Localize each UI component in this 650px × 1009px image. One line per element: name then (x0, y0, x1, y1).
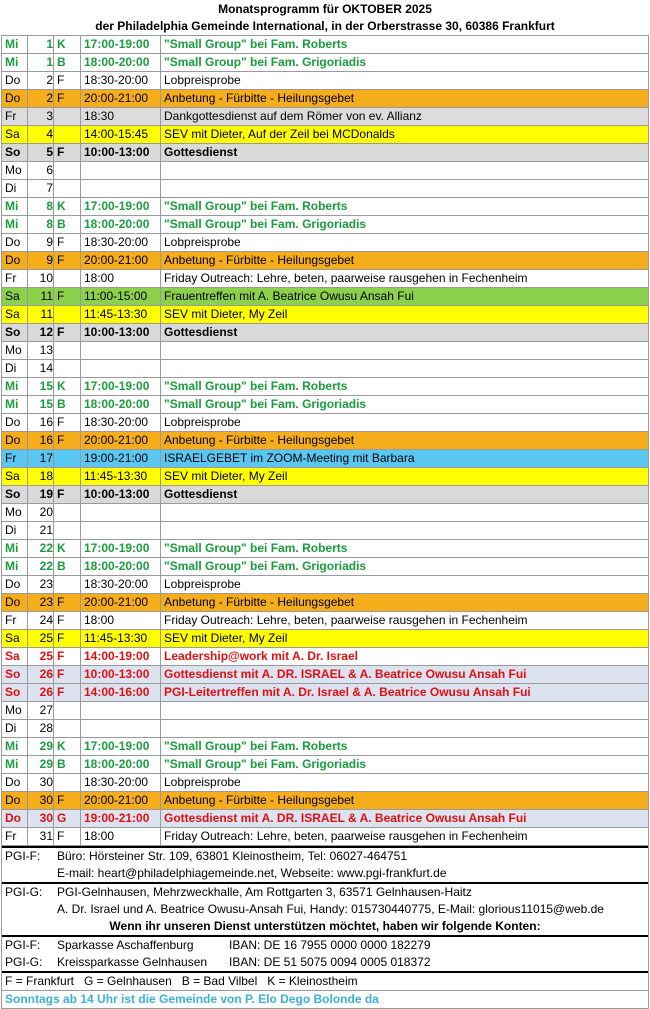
location-cell (54, 468, 81, 486)
event-cell: ISRAELGEBET im ZOOM-Meeting mit Barbara (161, 450, 649, 468)
date-cell: 6 (28, 162, 54, 180)
time-cell: 18:00 (81, 270, 161, 288)
event-cell: Gottesdienst (161, 144, 649, 162)
location-cell: B (54, 396, 81, 414)
day-cell: Mi (2, 378, 28, 396)
support-note: Wenn ihr unseren Dienst unterstützen möchtet, haben wir folgende Konten: (109, 919, 541, 933)
date-cell: 4 (28, 126, 54, 144)
schedule-row (2, 126, 649, 144)
day-cell: Do (2, 414, 28, 432)
schedule-row (2, 648, 649, 666)
event-cell: SEV mit Dieter, My Zeil (161, 630, 649, 648)
time-cell (81, 720, 161, 738)
pgif-contact: E-mail: heart@philadelphiagemeinde.net, Webseite: www.pgi-frankfurt.de (57, 866, 447, 880)
day-cell: Mi (2, 756, 28, 774)
date-cell: 2 (28, 72, 54, 90)
day-cell: So (2, 684, 28, 702)
schedule-row (2, 360, 649, 378)
schedule-row (2, 702, 649, 720)
day-cell: Do (2, 774, 28, 792)
date-cell: 16 (28, 414, 54, 432)
day-cell: So (2, 324, 28, 342)
location-cell (54, 360, 81, 378)
day-cell: Do (2, 594, 28, 612)
day-cell: Mi (2, 198, 28, 216)
event-cell: "Small Group" bei Fam. Roberts (161, 738, 649, 756)
schedule-body (2, 36, 649, 846)
event-cell: Gottesdienst mit A. DR. ISRAEL & A. Beatrice Owusu Ansah Fui (161, 666, 649, 684)
date-cell: 2 (28, 90, 54, 108)
day-cell: Fr (2, 108, 28, 126)
time-cell (81, 162, 161, 180)
time-cell: 14:00-16:00 (81, 684, 161, 702)
location-cell: K (54, 378, 81, 396)
event-cell: Gottesdienst mit A. DR. ISRAEL & A. Beatrice Owusu Ansah Fui (161, 810, 649, 828)
date-cell: 27 (28, 702, 54, 720)
bank1-label: PGI-F: (5, 938, 41, 952)
event-cell: "Small Group" bei Fam. Grigoriadis (161, 54, 649, 72)
pgif-address: Büro: Hörsteiner Str. 109, 63801 Kleinostheim, Tel: 06027-464751 (57, 849, 408, 863)
day-cell: Di (2, 180, 28, 198)
schedule-row (2, 594, 649, 612)
bank1-name: Sparkasse Aschaffenburg (57, 938, 194, 952)
location-cell: K (54, 540, 81, 558)
date-cell: 25 (28, 648, 54, 666)
schedule-row (2, 450, 649, 468)
event-cell: Friday Outreach: Lehre, beten, paarweise rausgehen in Fechenheim (161, 612, 649, 630)
event-cell: SEV mit Dieter, My Zeil (161, 468, 649, 486)
time-cell: 17:00-19:00 (81, 378, 161, 396)
time-cell: 20:00-21:00 (81, 252, 161, 270)
event-cell: Lobpreisprobe (161, 234, 649, 252)
schedule-row (2, 414, 649, 432)
location-cell: F (54, 828, 81, 846)
schedule-row (2, 306, 649, 324)
time-cell (81, 702, 161, 720)
location-cell: K (54, 738, 81, 756)
schedule-row (2, 162, 649, 180)
event-cell: Anbetung - Fürbitte - Heilungsgebet (161, 252, 649, 270)
time-cell: 18:00-20:00 (81, 396, 161, 414)
day-cell: Do (2, 576, 28, 594)
date-cell: 15 (28, 378, 54, 396)
pgig-address: PGI-Gelnhausen, Mehrzweckhalle, Am Rottgarten 3, 63571 Gelnhausen-Haitz (57, 885, 472, 899)
location-cell: F (54, 252, 81, 270)
day-cell: Di (2, 522, 28, 540)
footer-banks (2, 935, 648, 971)
date-cell: 14 (28, 360, 54, 378)
event-cell (161, 720, 649, 738)
location-cell (54, 702, 81, 720)
schedule-row (2, 720, 649, 738)
date-cell: 21 (28, 522, 54, 540)
location-cell: K (54, 36, 81, 54)
time-cell: 20:00-21:00 (81, 432, 161, 450)
location-cell: F (54, 288, 81, 306)
time-cell: 18:30-20:00 (81, 234, 161, 252)
time-cell: 18:00-20:00 (81, 54, 161, 72)
pgig-contact: A. Dr. Israel und A. Beatrice Owusu-Ansah Fui, Handy: 015730440775, E-Mail: glorious11015@web.de (57, 902, 604, 916)
date-cell: 12 (28, 324, 54, 342)
day-cell: So (2, 666, 28, 684)
schedule-row (2, 432, 649, 450)
schedule-row (2, 36, 649, 54)
date-cell: 30 (28, 774, 54, 792)
schedule-row (2, 756, 649, 774)
day-cell: Do (2, 72, 28, 90)
date-cell: 9 (28, 252, 54, 270)
schedule-row (2, 198, 649, 216)
schedule-row (2, 630, 649, 648)
event-cell: Friday Outreach: Lehre, beten, paarweise rausgehen in Fechenheim (161, 270, 649, 288)
day-cell: Fr (2, 828, 28, 846)
date-cell: 20 (28, 504, 54, 522)
schedule-row (2, 270, 649, 288)
time-cell: 14:00-15:45 (81, 126, 161, 144)
event-cell: "Small Group" bei Fam. Grigoriadis (161, 396, 649, 414)
date-cell: 22 (28, 540, 54, 558)
date-cell: 16 (28, 432, 54, 450)
date-cell: 30 (28, 810, 54, 828)
schedule-row (2, 72, 649, 90)
location-cell: F (54, 144, 81, 162)
date-cell: 1 (28, 54, 54, 72)
event-cell: "Small Group" bei Fam. Roberts (161, 36, 649, 54)
event-cell: "Small Group" bei Fam. Grigoriadis (161, 756, 649, 774)
schedule-row (2, 90, 649, 108)
day-cell: Do (2, 234, 28, 252)
time-cell: 10:00-13:00 (81, 666, 161, 684)
event-cell: Gottesdienst (161, 324, 649, 342)
date-cell: 3 (28, 108, 54, 126)
time-cell (81, 522, 161, 540)
event-cell: Frauentreffen mit A. Beatrice Owusu Ansah Fui (161, 288, 649, 306)
event-cell: Anbetung - Fürbitte - Heilungsgebet (161, 594, 649, 612)
time-cell: 17:00-19:00 (81, 738, 161, 756)
location-cell: G (54, 810, 81, 828)
time-cell: 10:00-13:00 (81, 324, 161, 342)
schedule-row (2, 576, 649, 594)
day-cell: Fr (2, 270, 28, 288)
schedule-row (2, 774, 649, 792)
day-cell: So (2, 486, 28, 504)
schedule-row (2, 144, 649, 162)
event-cell: Anbetung - Fürbitte - Heilungsgebet (161, 792, 649, 810)
time-cell: 19:00-21:00 (81, 450, 161, 468)
date-cell: 8 (28, 216, 54, 234)
location-cell (54, 270, 81, 288)
location-cell: F (54, 666, 81, 684)
time-cell: 17:00-19:00 (81, 36, 161, 54)
day-cell: Sa (2, 468, 28, 486)
footer-pgif (2, 846, 648, 882)
day-cell: Do (2, 252, 28, 270)
schedule-row (2, 216, 649, 234)
schedule-row (2, 540, 649, 558)
day-cell: Do (2, 810, 28, 828)
date-cell: 23 (28, 576, 54, 594)
location-cell: K (54, 198, 81, 216)
time-cell (81, 342, 161, 360)
location-cell: B (54, 54, 81, 72)
event-cell (161, 360, 649, 378)
location-cell (54, 342, 81, 360)
event-cell (161, 522, 649, 540)
date-cell: 25 (28, 630, 54, 648)
time-cell: 18:00 (81, 828, 161, 846)
event-cell (161, 180, 649, 198)
event-cell: Friday Outreach: Lehre, beten, paarweise rausgehen in Fechenheim (161, 828, 649, 846)
location-cell: F (54, 234, 81, 252)
day-cell: Mi (2, 738, 28, 756)
schedule-row (2, 468, 649, 486)
schedule-row (2, 504, 649, 522)
page-title: Monatsprogramm für OKTOBER 2025 (218, 2, 432, 16)
bank2-iban: IBAN: DE 51 5075 0094 0005 018372 (229, 955, 431, 969)
location-cell: F (54, 684, 81, 702)
bank2-label: PGI-G: (5, 955, 43, 969)
day-cell: Mo (2, 162, 28, 180)
date-cell: 7 (28, 180, 54, 198)
day-cell: Sa (2, 288, 28, 306)
date-cell: 13 (28, 342, 54, 360)
event-cell: "Small Group" bei Fam. Grigoriadis (161, 216, 649, 234)
schedule-row (2, 792, 649, 810)
date-cell: 22 (28, 558, 54, 576)
schedule-row (2, 486, 649, 504)
schedule-row (2, 522, 649, 540)
day-cell: Mi (2, 54, 28, 72)
page-subtitle: der Philadelphia Gemeinde International, in der Orberstrasse 30, 60386 Frankfurt (95, 19, 555, 33)
schedule-row (2, 180, 649, 198)
legend-row (2, 971, 648, 990)
event-cell (161, 702, 649, 720)
event-cell: Leadership@work mit A. Dr. Israel (161, 648, 649, 666)
schedule-row (2, 234, 649, 252)
event-cell: Anbetung - Fürbitte - Heilungsgebet (161, 432, 649, 450)
location-cell: F (54, 612, 81, 630)
time-cell: 18:30-20:00 (81, 774, 161, 792)
time-cell: 18:00-20:00 (81, 558, 161, 576)
schedule-row (2, 342, 649, 360)
time-cell: 10:00-13:00 (81, 486, 161, 504)
time-cell: 18:30-20:00 (81, 414, 161, 432)
location-cell (54, 522, 81, 540)
program-sheet (1, 0, 649, 1009)
date-cell: 1 (28, 36, 54, 54)
date-cell: 19 (28, 486, 54, 504)
schedule-row (2, 612, 649, 630)
time-cell: 11:45-13:30 (81, 630, 161, 648)
time-cell: 20:00-21:00 (81, 792, 161, 810)
event-cell: "Small Group" bei Fam. Roberts (161, 198, 649, 216)
date-cell: 5 (28, 144, 54, 162)
date-cell: 29 (28, 738, 54, 756)
date-cell: 31 (28, 828, 54, 846)
event-cell: Anbetung - Fürbitte - Heilungsgebet (161, 90, 649, 108)
schedule-row (2, 666, 649, 684)
day-cell: Sa (2, 630, 28, 648)
schedule-row (2, 252, 649, 270)
event-cell: Lobpreisprobe (161, 72, 649, 90)
day-cell: Mo (2, 702, 28, 720)
time-cell: 19:00-21:00 (81, 810, 161, 828)
date-cell: 24 (28, 612, 54, 630)
pgif-label: PGI-F: (5, 849, 41, 863)
time-cell: 18:30 (81, 108, 161, 126)
schedule-row (2, 108, 649, 126)
location-cell: F (54, 72, 81, 90)
location-cell (54, 450, 81, 468)
location-cell: F (54, 630, 81, 648)
event-cell: SEV mit Dieter, My Zeil (161, 306, 649, 324)
day-cell: So (2, 144, 28, 162)
event-cell (161, 162, 649, 180)
time-cell: 18:30-20:00 (81, 72, 161, 90)
date-cell: 11 (28, 306, 54, 324)
event-cell: Lobpreisprobe (161, 576, 649, 594)
day-cell: Sa (2, 648, 28, 666)
time-cell: 11:45-13:30 (81, 306, 161, 324)
event-cell (161, 504, 649, 522)
time-cell: 18:00 (81, 612, 161, 630)
date-cell: 17 (28, 450, 54, 468)
location-cell (54, 774, 81, 792)
date-cell: 28 (28, 720, 54, 738)
event-cell: PGI-Leitertreffen mit A. Dr. Israel & A. Beatrice Owusu Ansah Fui (161, 684, 649, 702)
location-cell: B (54, 756, 81, 774)
time-cell: 11:45-13:30 (81, 468, 161, 486)
location-cell (54, 576, 81, 594)
day-cell: Mi (2, 36, 28, 54)
time-cell: 18:30-20:00 (81, 576, 161, 594)
date-cell: 18 (28, 468, 54, 486)
location-cell: F (54, 414, 81, 432)
time-cell: 18:00-20:00 (81, 756, 161, 774)
date-cell: 30 (28, 792, 54, 810)
time-cell: 11:00-15:00 (81, 288, 161, 306)
location-cell (54, 126, 81, 144)
location-cell: F (54, 792, 81, 810)
time-cell: 10:00-13:00 (81, 144, 161, 162)
location-cell (54, 180, 81, 198)
pgig-label: PGI-G: (5, 885, 43, 899)
location-cell (54, 306, 81, 324)
date-cell: 26 (28, 666, 54, 684)
time-cell (81, 360, 161, 378)
time-cell: 18:00-20:00 (81, 216, 161, 234)
location-cell (54, 108, 81, 126)
sunday-note: Sonntags ab 14 Uhr ist die Gemeinde von P. Elo Dego Bolonde da (2, 990, 648, 1009)
day-cell: Mi (2, 216, 28, 234)
day-cell: Do (2, 432, 28, 450)
bank1-iban: IBAN: DE 16 7955 0000 0000 182279 (229, 938, 431, 952)
event-cell: "Small Group" bei Fam. Roberts (161, 540, 649, 558)
schedule-row (2, 288, 649, 306)
date-cell: 10 (28, 270, 54, 288)
location-cell: F (54, 324, 81, 342)
date-cell: 15 (28, 396, 54, 414)
day-cell: Fr (2, 450, 28, 468)
time-cell (81, 504, 161, 522)
schedule-table (1, 35, 649, 846)
schedule-row (2, 810, 649, 828)
day-cell: Mo (2, 504, 28, 522)
day-cell: Sa (2, 306, 28, 324)
schedule-row (2, 54, 649, 72)
event-cell: "Small Group" bei Fam. Roberts (161, 378, 649, 396)
footer (1, 846, 649, 1009)
location-cell: F (54, 90, 81, 108)
time-cell: 20:00-21:00 (81, 90, 161, 108)
event-cell: Gottesdienst (161, 486, 649, 504)
location-cell: F (54, 594, 81, 612)
time-cell: 20:00-21:00 (81, 594, 161, 612)
day-cell: Mi (2, 396, 28, 414)
time-cell: 17:00-19:00 (81, 540, 161, 558)
location-cell: F (54, 486, 81, 504)
event-cell: "Small Group" bei Fam. Grigoriadis (161, 558, 649, 576)
schedule-row (2, 396, 649, 414)
day-cell: Mo (2, 342, 28, 360)
event-cell: Lobpreisprobe (161, 414, 649, 432)
location-cell (54, 720, 81, 738)
date-cell: 8 (28, 198, 54, 216)
date-cell: 26 (28, 684, 54, 702)
bank2-name: Kreissparkasse Gelnhausen (57, 955, 208, 969)
schedule-row (2, 738, 649, 756)
time-cell (81, 180, 161, 198)
date-cell: 29 (28, 756, 54, 774)
location-cell: F (54, 432, 81, 450)
location-cell (54, 504, 81, 522)
schedule-row (2, 558, 649, 576)
date-cell: 11 (28, 288, 54, 306)
schedule-row (2, 684, 649, 702)
event-cell: SEV mit Dieter, Auf der Zeil bei MCDonalds (161, 126, 649, 144)
day-cell: Mi (2, 558, 28, 576)
day-cell: Fr (2, 612, 28, 630)
location-legend: F = Frankfurt G = Gelnhausen B = Bad Vilbel K = Kleinostheim (5, 974, 358, 988)
location-cell: B (54, 558, 81, 576)
schedule-row (2, 378, 649, 396)
event-cell: Dankgottesdienst auf dem Römer von ev. Allianz (161, 108, 649, 126)
location-cell: F (54, 648, 81, 666)
day-cell: Do (2, 90, 28, 108)
date-cell: 23 (28, 594, 54, 612)
day-cell: Mi (2, 540, 28, 558)
date-cell: 9 (28, 234, 54, 252)
day-cell: Di (2, 720, 28, 738)
schedule-row (2, 828, 649, 846)
event-cell: Lobpreisprobe (161, 774, 649, 792)
schedule-row (2, 324, 649, 342)
day-cell: Do (2, 792, 28, 810)
footer-pgig (2, 882, 648, 935)
time-cell: 14:00-19:00 (81, 648, 161, 666)
event-cell (161, 342, 649, 360)
location-cell (54, 162, 81, 180)
day-cell: Di (2, 360, 28, 378)
time-cell: 17:00-19:00 (81, 198, 161, 216)
day-cell: Sa (2, 126, 28, 144)
location-cell: B (54, 216, 81, 234)
